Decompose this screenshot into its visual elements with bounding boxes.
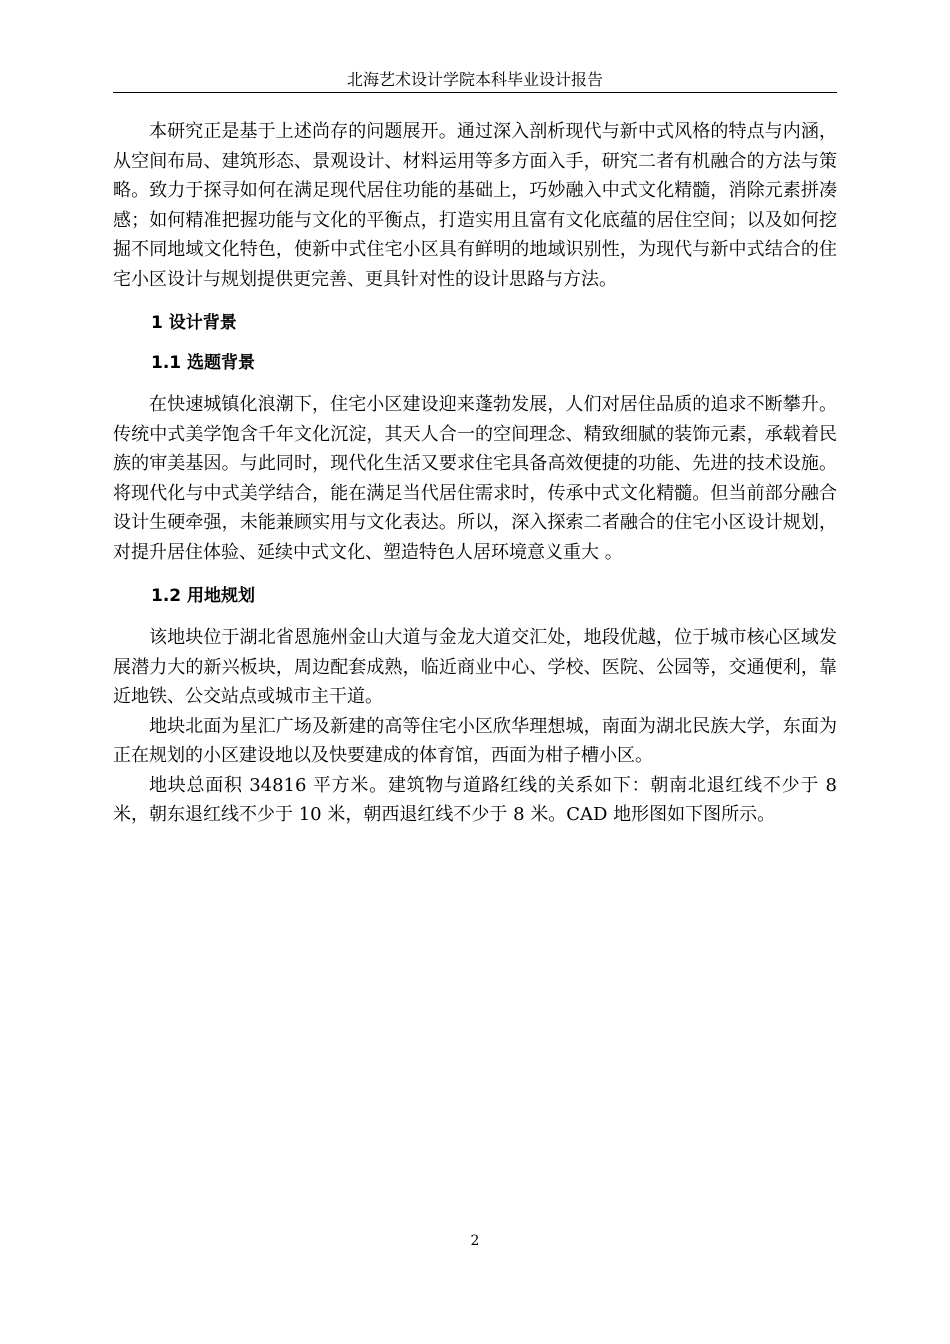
page-header-title: 北海艺术设计学院本科毕业设计报告 bbox=[346, 70, 603, 89]
section-1-heading: 1 设计背景 bbox=[151, 313, 237, 333]
section-1-2-paragraph-area: 地块总面积 34816 平方米。建筑物与道路红线的关系如下：朝南北退红线不少于 8 米，朝东退红线不少于 10 米，朝西退红线不少于 8 米。CAD 地形图如下图所示。 bbox=[113, 774, 837, 825]
section-1-1-heading: 1.1 选题背景 bbox=[151, 353, 256, 373]
section-1-2-paragraph-surroundings: 地块北面为星汇广场及新建的高等住宅小区欣华理想城，南面为湖北民族大学，东面为正在规划的小区建设地以及快要建成的体育馆，西面为柑子槽小区。 bbox=[113, 715, 837, 766]
document-body bbox=[113, 117, 837, 830]
section-1-2-heading: 1.2 用地规划 bbox=[151, 586, 256, 606]
intro-paragraph: 本研究正是基于上述尚存的问题展开。通过深入剖析现代与新中式风格的特点与内涵，从空间布局、建筑形态、景观设计、材料运用等多方面入手，研究二者有机融合的方法与策略。致力于探寻如何在满足现代居住功能的基础上，巧妙融入中式文化精髓，消除元素拼凑感；如何精准把握功能与文化的平衡点，打造实用且富有文化底蕴的居住空间；以及如何挖掘不同地域文化特色，使新中式住宅小区具有鲜明的地域识别性，为现代与新中式结合的住宅小区设计与规划提供更完善、更具针对性的设计思路与方法。 bbox=[113, 121, 837, 290]
header-divider bbox=[113, 92, 837, 93]
section-1-1-paragraph: 在快速城镇化浪潮下，住宅小区建设迎来蓬勃发展，人们对居住品质的追求不断攀升。传统中式美学饱含千年文化沉淀，其天人合一的空间理念、精致细腻的装饰元素，承载着民族的审美基因。与此同时，现代化生活又要求住宅具备高效便捷的功能、先进的技术设施。将现代化与中式美学结合，能在满足当代居住需求时，传承中式文化精髓。但当前部分融合设计生硬牵强，未能兼顾实用与文化表达。所以，深入探索二者融合的住宅小区设计规划，对提升居住体验、延续中式文化、塑造特色人居环境意义重大 。 bbox=[113, 394, 837, 563]
section-1-2-paragraph-location: 该地块位于湖北省恩施州金山大道与金龙大道交汇处，地段优越，位于城市核心区域发展潜力大的新兴板块，周边配套成熟，临近商业中心、学校、医院、公园等，交通便利，靠近地铁、公交站点或城市主干道。 bbox=[113, 627, 837, 707]
page-number: 2 bbox=[470, 1233, 480, 1249]
